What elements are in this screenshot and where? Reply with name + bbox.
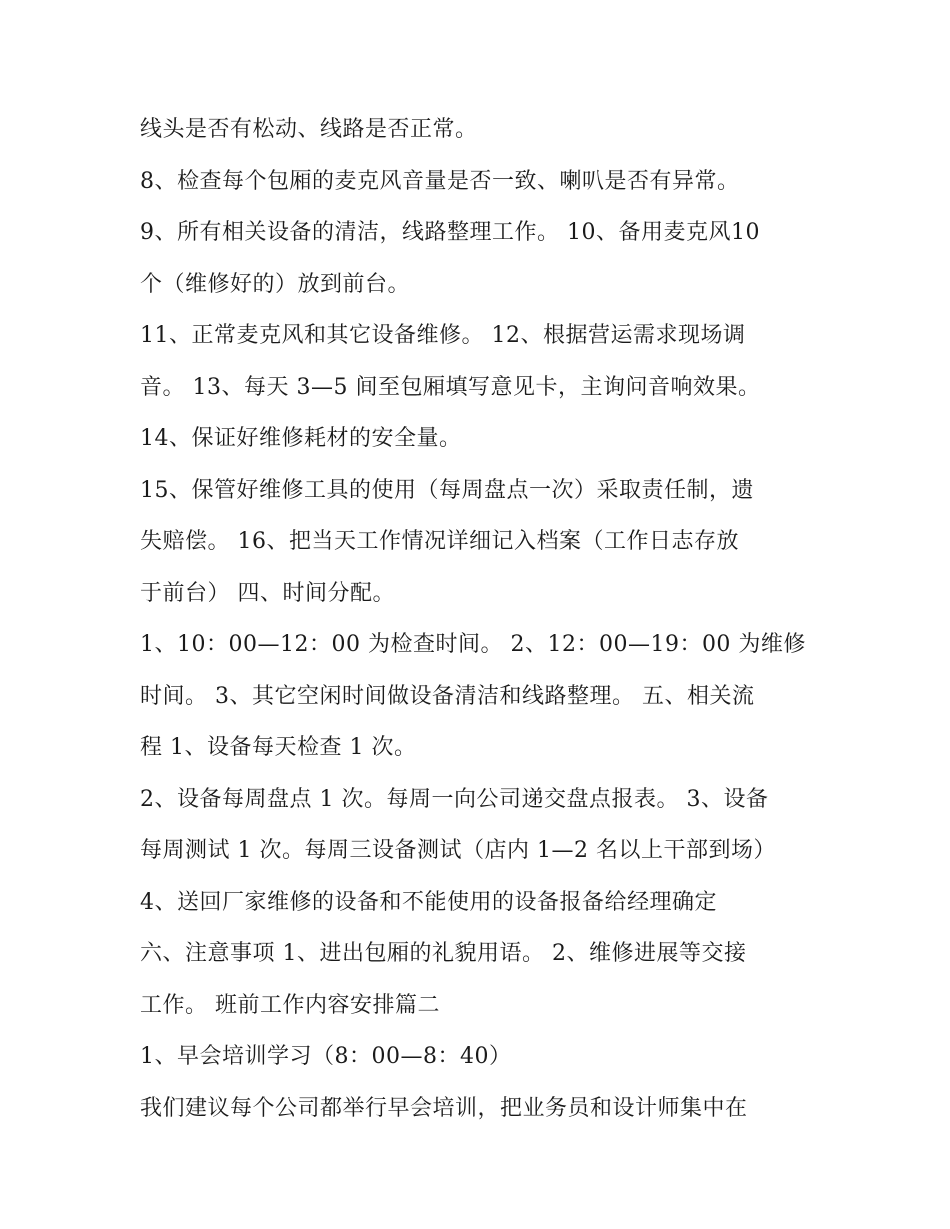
text-line: 9、所有相关设备的清洁，线路整理工作。 10、备用麦克风10 bbox=[140, 220, 760, 245]
text-line: 线头是否有松动、线路是否正常。 bbox=[140, 117, 478, 142]
text-line: 15、保管好维修工具的使用（每周盘点一次）采取责任制，遗 bbox=[140, 477, 754, 503]
text-line: 于前台） 四、时间分配。 bbox=[140, 580, 395, 606]
text-line: 程 1、设备每天检查 1 次。 bbox=[140, 735, 417, 760]
text-line: 11、正常麦克风和其它设备维修。 12、根据营运需求现场调 bbox=[140, 323, 746, 348]
text-line: 每周测试 1 次。每周三设备测试（店内 1—2 名以上干部到场） bbox=[140, 838, 776, 863]
text-line: 我们建议每个公司都举行早会培训，把业务员和设计师集中在 bbox=[140, 1095, 748, 1121]
text-line: 失赔偿。 16、把当天工作情况详细记入档案（工作日志存放 bbox=[140, 529, 739, 554]
text-line: 2、设备每周盘点 1 次。每周一向公司递交盘点报表。 3、设备 bbox=[140, 786, 769, 812]
text-line: 8、检查每个包厢的麦克风音量是否一致、喇叭是否有异常。 bbox=[140, 168, 740, 194]
text-line: 六、注意事项 1、进出包厢的礼貌用语。 2、维修进展等交接 bbox=[140, 941, 747, 966]
text-line: 工作。 班前工作内容安排篇二 bbox=[140, 992, 440, 1018]
text-line: 1、10：00—12：00 为检查时间。 2、12：00—19：00 为维修 bbox=[140, 632, 806, 657]
text-line: 时间。 3、其它空闲时间做设备清洁和线路整理。 五、相关流 bbox=[140, 683, 755, 709]
text-line: 个（维修好的）放到前台。 bbox=[140, 271, 411, 297]
text-line: 14、保证好维修耗材的安全量。 bbox=[140, 426, 462, 451]
text-line: 4、送回厂家维修的设备和不能使用的设备报备给经理确定 bbox=[140, 889, 717, 915]
text-line: 音。 13、每天 3—5 间至包厢填写意见卡，主询问音响效果。 bbox=[140, 374, 761, 400]
text-line: 1、早会培训学习（8：00—8：40） bbox=[140, 1044, 512, 1069]
document-body bbox=[140, 104, 830, 1134]
